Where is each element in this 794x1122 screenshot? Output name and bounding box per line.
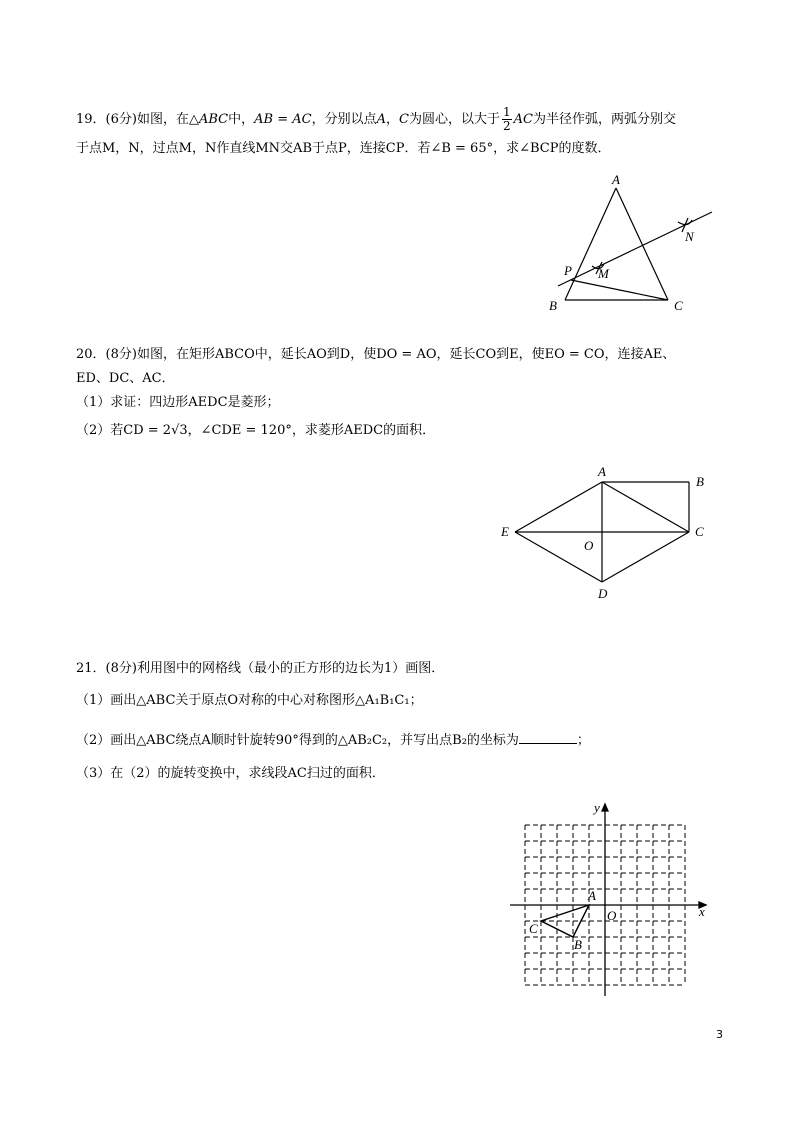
label-o: O — [607, 908, 617, 923]
label-b: B — [549, 298, 557, 313]
figure-20 — [500, 464, 720, 604]
label-a: A — [588, 888, 596, 903]
q21-part1: （1）画出△ABC关于原点O对称的中心对称图形△A₁B₁C₁； — [76, 693, 423, 708]
segment-ac — [602, 482, 689, 532]
q20-line2: ED、DC、AC． — [76, 371, 175, 386]
q21-part2: （2）画出△ABC绕点A顺时针旋转90°得到的△AB₂C₂，并写出点B₂的坐标为 ； — [76, 733, 590, 748]
label-c: C — [674, 298, 683, 313]
segment-ae — [515, 482, 602, 532]
label-a: A — [598, 464, 606, 479]
q21-part3: （3）在（2）的旋转变换中，求线段AC扫过的面积． — [76, 766, 385, 781]
label-x: x — [699, 904, 705, 919]
label-d: D — [598, 586, 608, 601]
label-c: C — [529, 921, 538, 936]
page-number: 3 — [716, 1028, 723, 1041]
segment-ac — [616, 188, 668, 300]
q19-line2: 于点M，N，过点M，N作直线MN交AB于点P，连接CP．若∠B = 65°，求∠BCP的度数． — [76, 141, 611, 156]
label-a: A — [612, 172, 620, 187]
label-o: O — [584, 538, 594, 553]
label-c: C — [695, 524, 704, 539]
label-m: M — [598, 266, 609, 281]
q20-part1: （1）求证：四边形AEDC是菱形； — [76, 395, 280, 410]
label-b: B — [574, 937, 582, 952]
q20-part2: （2）若CD = 2√3，∠CDE = 120°，求菱形AEDC的面积． — [76, 423, 436, 438]
segment-ab — [565, 188, 616, 300]
figure-19 — [540, 170, 720, 320]
fraction-half: $\frac{1}{2}$ — [502, 105, 511, 133]
label-n: N — [685, 229, 694, 244]
y-axis-arrow — [602, 804, 608, 811]
label-y: y — [594, 800, 600, 815]
segment-cp — [571, 280, 668, 300]
q20-line1: 20．(8分)如图，在矩形ABCO中，延长AO到D，使DO = AO，延长CO到E，使EO = CO，连接AE、 — [76, 347, 676, 362]
label-e: E — [501, 524, 509, 539]
q19-line1: 19．(6分)如图，在△ABC中，AB = AC，分别以点A，C为圆心，以大于 $\frac{1}{2}$ AC为半径作弧，两弧分别交 — [76, 105, 676, 133]
answer-blank[interactable] — [519, 731, 577, 744]
label-b: B — [696, 474, 704, 489]
figure-21-grid — [506, 800, 716, 1000]
q21-line1: 21．(8分)利用图中的网格线（最小的正方形的边长为1）画图． — [76, 661, 445, 676]
segment-dc — [602, 532, 689, 582]
label-p: P — [564, 263, 572, 278]
